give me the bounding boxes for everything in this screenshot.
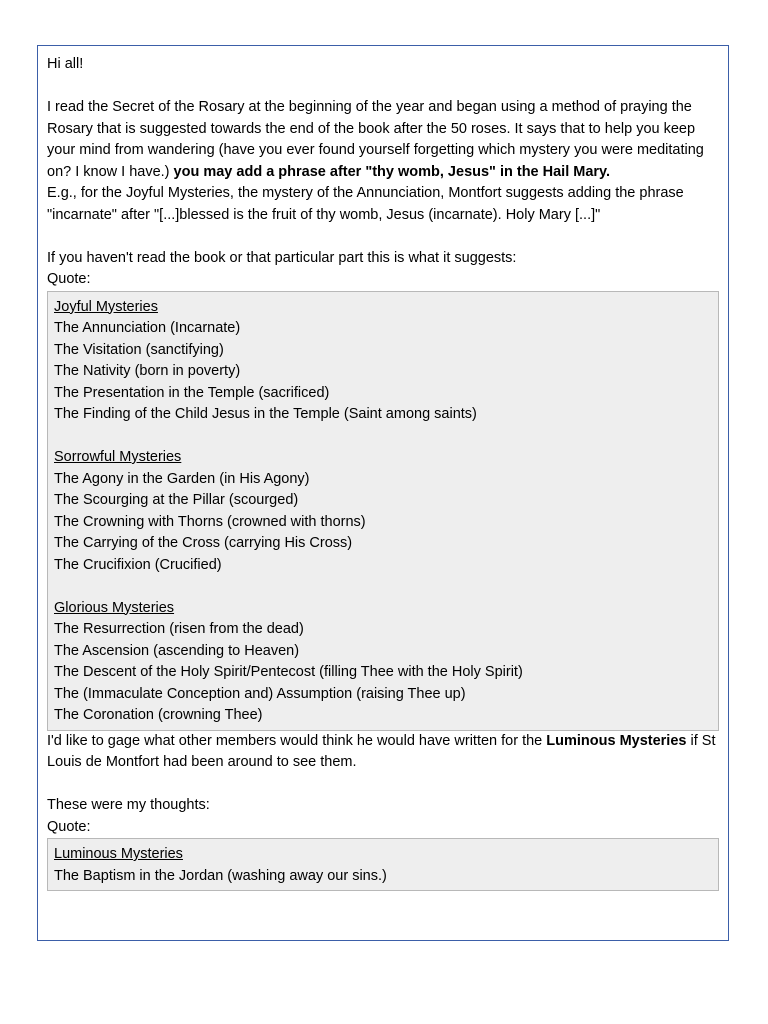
list-item: The Annunciation (Incarnate) xyxy=(54,320,241,336)
quote-box-luminous xyxy=(47,838,719,891)
sorrowful-heading: Sorrowful Mysteries xyxy=(54,449,182,465)
gage-bold-text: Luminous Mysteries xyxy=(546,732,687,749)
quote-box-mysteries xyxy=(47,291,719,731)
lead-in-text: If you haven't read the book or that particular part this is what it suggests: xyxy=(47,249,517,266)
list-item: The Coronation (crowning Thee) xyxy=(54,707,263,723)
luminous-heading: Luminous Mysteries xyxy=(54,846,183,862)
list-item: The Resurrection (risen from the dead) xyxy=(54,621,304,637)
list-item: The Scourging at the Pillar (scourged) xyxy=(54,492,299,508)
list-item: The Ascension (ascending to Heaven) xyxy=(54,642,300,659)
glorious-heading: Glorious Mysteries xyxy=(54,599,175,616)
forum-post xyxy=(37,45,729,941)
thoughts-text: These were my thoughts: xyxy=(47,797,210,813)
intro-paragraph xyxy=(47,97,719,183)
list-item: The Crucifixion (Crucified) xyxy=(54,556,222,573)
gage-text-2: if St Louis de Montfort had been around to see them. xyxy=(47,732,716,770)
gage-paragraph xyxy=(47,731,719,774)
list-item: The Nativity (born in poverty) xyxy=(54,363,241,379)
list-item: The Carrying of the Cross (carrying His Cross) xyxy=(54,535,353,551)
list-item: The Finding of the Child Jesus in the Temple (Saint among saints) xyxy=(54,406,477,422)
example-paragraph: E.g., for the Joyful Mysteries, the mystery of the Annunciation, Montfort suggests adding the phrase "incarnate" after "[...]blessed is the fruit of thy womb, Jesus (incarnate). Holy Mary [...]" xyxy=(47,185,684,223)
joyful-heading: Joyful Mysteries xyxy=(54,298,158,315)
quote-label: Quote: xyxy=(47,818,91,835)
gage-text-1: I'd like to gage what other members would think he would have written for the xyxy=(47,732,547,749)
intro-bold-text: you may add a phrase after "thy womb, Jesus" in the Hail Mary. xyxy=(173,163,611,180)
list-item: The Presentation in the Temple (sacrificed) xyxy=(54,384,330,401)
greeting: Hi all! xyxy=(47,56,84,72)
quote-label: Quote: xyxy=(47,271,91,287)
list-item: The Crowning with Thorns (crowned with thorns) xyxy=(54,513,366,530)
intro-text: I read the Secret of the Rosary at the beginning of the year and began using a method of praying the Rosary that is suggested towards the end of the book after the 50 roses. It says that to help you keep your mind from wandering (have you ever found yourself forgetting which mystery you were meditating on? I know I have.) xyxy=(47,99,704,180)
list-item: The (Immaculate Conception and) Assumption (raising Thee up) xyxy=(54,685,466,702)
list-item: The Descent of the Holy Spirit/Pentecost (filling Thee with the Holy Spirit) xyxy=(54,664,523,680)
list-item: The Baptism in the Jordan (washing away our sins.) xyxy=(54,867,387,884)
list-item: The Agony in the Garden (in His Agony) xyxy=(54,470,310,487)
list-item: The Visitation (sanctifying) xyxy=(54,341,224,358)
